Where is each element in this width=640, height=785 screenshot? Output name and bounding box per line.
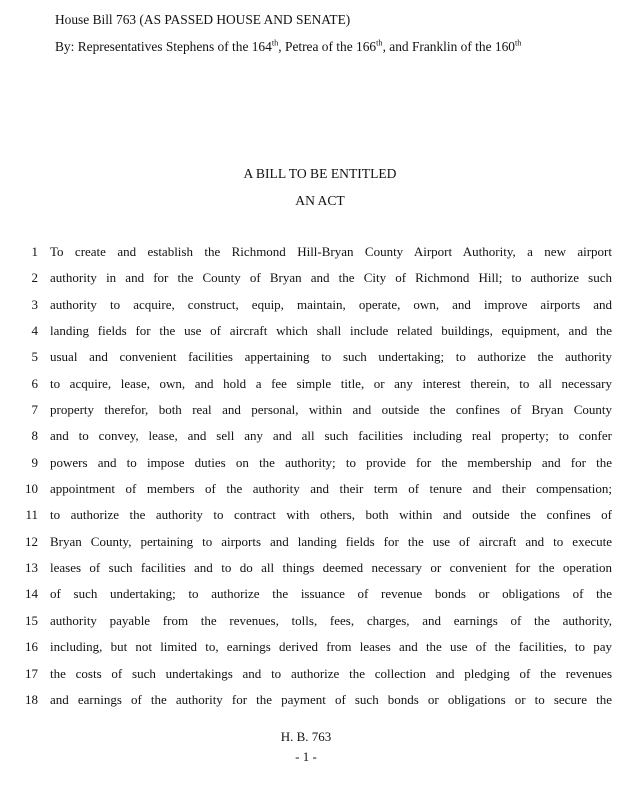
- bill-line-row: [0, 423, 640, 449]
- line-text: powers and to impose duties on the authority; to provide for the membership and for the: [50, 454, 612, 470]
- line-number: 9: [31, 454, 38, 470]
- bill-line-row: [0, 476, 640, 502]
- line-text: usual and convenient facilities appertaining to such undertaking; to authorize the authority: [50, 349, 612, 365]
- line-number: 3: [31, 296, 38, 312]
- line-text: to acquire, lease, own, and hold a fee simple title, or any interest therein, to all necessary: [50, 375, 612, 391]
- line-number: 8: [31, 428, 38, 444]
- line-text: Bryan County, pertaining to airports and landing fields for the use of aircraft and to execute: [50, 533, 612, 549]
- line-text: including, but not limited to, earnings derived from leases and the use of the facilities, to pay: [50, 639, 612, 655]
- bill-line-row: [0, 265, 640, 291]
- line-number: 2: [31, 270, 38, 286]
- line-text: authority to acquire, construct, equip, maintain, operate, own, and improve airports and: [50, 296, 612, 312]
- line-number: 17: [25, 665, 38, 681]
- line-text: landing fields for the use of aircraft which shall include related buildings, equipment, and the: [50, 323, 612, 339]
- line-text: leases of such facilities and to do all things deemed necessary or convenient for the operation: [50, 560, 612, 576]
- footer-bill-number: H. B. 763: [280, 729, 332, 744]
- bill-title-line: House Bill 763 (AS PASSED HOUSE AND SENATE): [55, 12, 351, 27]
- line-number: 13: [25, 560, 38, 576]
- line-number: 1: [31, 244, 38, 259]
- line-text: property therefor, both real and personal, within and outside the confines of Bryan County: [50, 402, 612, 418]
- bill-line-row: [0, 371, 640, 397]
- bill-line-row: [0, 502, 640, 528]
- bill-line-row: [0, 344, 640, 370]
- line-text: To create and establish the Richmond Hill-Bryan County Airport Authority, a new airport: [50, 244, 612, 259]
- line-number: 16: [25, 639, 38, 655]
- bill-line-row: [0, 555, 640, 581]
- line-text: and earnings of the authority for the payment of such bonds or obligations or to secure the: [50, 691, 612, 707]
- bill-line-row: [0, 608, 640, 634]
- line-text: appointment of members of the authority and their term of tenure and their compensation;: [50, 481, 612, 497]
- line-number: 15: [25, 612, 38, 628]
- line-text: authority payable from the revenues, tolls, fees, charges, and earnings of the authority,: [50, 612, 612, 628]
- act-title: [0, 161, 640, 214]
- ordinal-suffix: th: [271, 38, 279, 48]
- line-text: of such undertaking; to authorize the issuance of revenue bonds or obligations of the: [50, 586, 612, 602]
- act-title-line2: AN ACT: [295, 192, 345, 208]
- bill-line-row: [0, 634, 640, 660]
- line-text: to authorize the authority to contract with others, both within and outside the confines of: [50, 507, 612, 523]
- footer-page-number: - 1 -: [295, 749, 317, 764]
- bill-line-row: [0, 529, 640, 555]
- line-number: 4: [31, 323, 38, 339]
- ordinal-suffix: th: [514, 38, 522, 48]
- document-footer: [0, 727, 612, 767]
- bill-line-row: [0, 450, 640, 476]
- line-number: 12: [25, 533, 38, 549]
- line-text: and to convey, lease, and sell any and all such facilities including real property; to confer: [50, 428, 612, 444]
- line-number: 10: [25, 481, 38, 497]
- line-number: 6: [31, 375, 38, 391]
- line-text: the costs of such undertakings and to authorize the collection and pledging of the revenues: [50, 665, 612, 681]
- document-header: [55, 7, 615, 60]
- line-number: 7: [31, 402, 38, 418]
- act-title-line1: A BILL TO BE ENTITLED: [243, 166, 397, 181]
- line-number: 14: [25, 586, 38, 602]
- bill-line-row: [0, 318, 640, 344]
- bill-line-row: [0, 397, 640, 423]
- line-text: authority in and for the County of Bryan and the City of Richmond Hill; to authorize such: [50, 270, 612, 286]
- bill-line-row: [0, 661, 640, 687]
- line-number: 18: [25, 691, 38, 707]
- bill-line-row: [0, 292, 640, 318]
- bill-body: [0, 239, 640, 713]
- ordinal-suffix: th: [376, 38, 383, 48]
- bill-line-row: [0, 581, 640, 607]
- line-number: 5: [31, 349, 38, 365]
- line-number: 11: [25, 507, 38, 523]
- byline: By: Representatives Stephens of the 164th, Petrea of the 166th, and Franklin of the 160th: [55, 38, 522, 54]
- bill-line-row: [0, 239, 640, 265]
- bill-line-row: [0, 687, 640, 713]
